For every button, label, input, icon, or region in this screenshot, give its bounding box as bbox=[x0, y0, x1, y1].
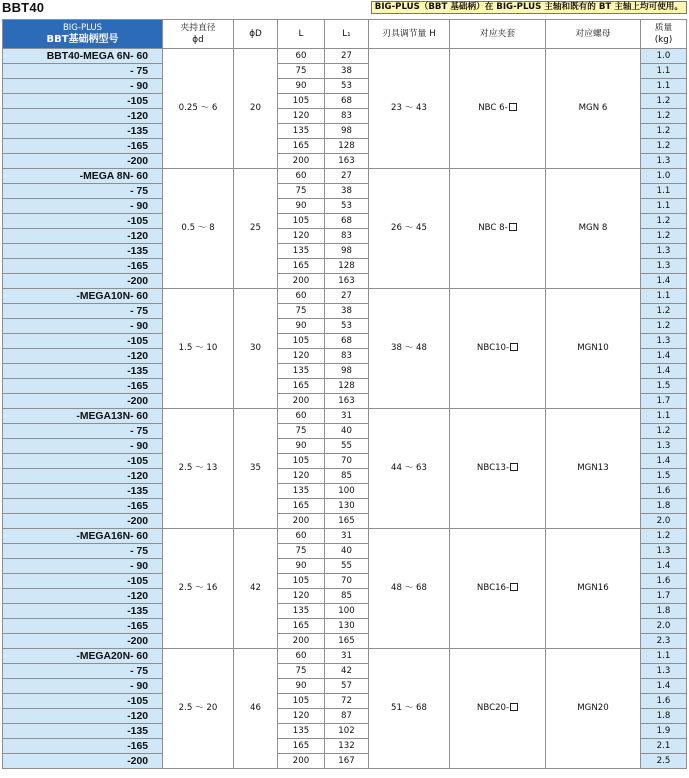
model-number-cell: - 75 bbox=[3, 304, 163, 319]
length-cell: 165 bbox=[278, 139, 325, 154]
length1-cell: 53 bbox=[325, 319, 369, 334]
length-cell: 75 bbox=[278, 664, 325, 679]
phiD-cell: 30 bbox=[234, 289, 278, 409]
length-cell: 60 bbox=[278, 529, 325, 544]
length-cell: 105 bbox=[278, 214, 325, 229]
mass-cell: 1.4 bbox=[641, 454, 687, 469]
mass-cell: 1.3 bbox=[641, 439, 687, 454]
model-number-cell: -120 bbox=[3, 469, 163, 484]
length-cell: 90 bbox=[278, 199, 325, 214]
length-cell: 120 bbox=[278, 469, 325, 484]
length-cell: 120 bbox=[278, 229, 325, 244]
model-number-cell: - 90 bbox=[3, 79, 163, 94]
phiD-cell: 42 bbox=[234, 529, 278, 649]
length1-cell: 72 bbox=[325, 694, 369, 709]
table-row bbox=[3, 529, 687, 544]
model-number-cell: -120 bbox=[3, 229, 163, 244]
mass-header-line2: (kg) bbox=[654, 35, 673, 45]
length-cell: 105 bbox=[278, 454, 325, 469]
size-placeholder-box bbox=[510, 343, 518, 351]
model-number-cell: - 75 bbox=[3, 664, 163, 679]
length1-cell: 85 bbox=[325, 469, 369, 484]
mass-cell: 1.3 bbox=[641, 334, 687, 349]
mass-cell: 1.1 bbox=[641, 79, 687, 94]
size-placeholder-box bbox=[509, 103, 517, 111]
model-number-cell: -135 bbox=[3, 244, 163, 259]
model-number-cell: -MEGA20N- 60 bbox=[3, 649, 163, 664]
mass-cell: 1.4 bbox=[641, 559, 687, 574]
length-cell: 60 bbox=[278, 289, 325, 304]
collet-cell bbox=[450, 289, 546, 409]
length1-cell: 40 bbox=[325, 424, 369, 439]
length1-cell: 163 bbox=[325, 274, 369, 289]
table-row bbox=[3, 289, 687, 304]
length-cell: 165 bbox=[278, 739, 325, 754]
model-number-cell: -105 bbox=[3, 454, 163, 469]
nut-cell: MGN16 bbox=[546, 529, 641, 649]
length1-cell: 42 bbox=[325, 664, 369, 679]
mass-cell: 1.0 bbox=[641, 49, 687, 64]
mass-cell: 1.4 bbox=[641, 679, 687, 694]
mass-cell: 1.2 bbox=[641, 109, 687, 124]
clamp-diameter-cell: 1.5 ～ 10 bbox=[163, 289, 234, 409]
mass-cell: 1.4 bbox=[641, 274, 687, 289]
model-number-cell: -MEGA10N- 60 bbox=[3, 289, 163, 304]
nut-cell: MGN10 bbox=[546, 289, 641, 409]
model-number-cell: - 75 bbox=[3, 424, 163, 439]
length1-cell: 98 bbox=[325, 124, 369, 139]
length-cell: 105 bbox=[278, 574, 325, 589]
collet-label: NBC 6- bbox=[478, 103, 508, 113]
model-number-cell: -105 bbox=[3, 574, 163, 589]
mass-cell: 1.7 bbox=[641, 589, 687, 604]
compatibility-note: BIG-PLUS（BBT 基础柄）在 BIG-PLUS 主轴和既有的 BT 主轴上均可使用。 bbox=[371, 1, 687, 14]
length-cell: 120 bbox=[278, 709, 325, 724]
size-placeholder-box bbox=[510, 463, 518, 471]
length1-cell: 38 bbox=[325, 64, 369, 79]
collet-label: NBC10- bbox=[476, 343, 510, 353]
clamp-diameter-cell: 0.25 ～ 6 bbox=[163, 49, 234, 169]
nut-cell: MGN20 bbox=[546, 649, 641, 769]
model-number-cell: -105 bbox=[3, 214, 163, 229]
length1-cell: 40 bbox=[325, 544, 369, 559]
length1-cell: 163 bbox=[325, 154, 369, 169]
model-number-cell: -120 bbox=[3, 709, 163, 724]
mass-cell: 1.2 bbox=[641, 139, 687, 154]
model-header-line2: BBT基础柄型号 bbox=[46, 34, 119, 45]
size-placeholder-box bbox=[509, 223, 517, 231]
model-number-cell: -200 bbox=[3, 634, 163, 649]
spec-table-body bbox=[3, 49, 687, 769]
model-number-cell: -MEGA13N- 60 bbox=[3, 409, 163, 424]
page-title: BBT40 bbox=[2, 0, 45, 15]
length1-cell: 167 bbox=[325, 754, 369, 769]
model-number-cell: - 90 bbox=[3, 559, 163, 574]
length-cell: 165 bbox=[278, 499, 325, 514]
length-cell: 90 bbox=[278, 439, 325, 454]
length1-cell: 128 bbox=[325, 139, 369, 154]
size-placeholder-box bbox=[510, 703, 518, 711]
length-cell: 105 bbox=[278, 94, 325, 109]
length1-cell: 70 bbox=[325, 574, 369, 589]
collet-cell bbox=[450, 49, 546, 169]
length-cell: 135 bbox=[278, 724, 325, 739]
length-cell: 60 bbox=[278, 169, 325, 184]
model-number-cell: -105 bbox=[3, 334, 163, 349]
clamp-diameter-cell: 2.5 ～ 20 bbox=[163, 649, 234, 769]
collet-header: 对应夹套 bbox=[450, 20, 546, 49]
collet-label: NBC20- bbox=[476, 703, 510, 713]
model-number-cell: -200 bbox=[3, 754, 163, 769]
header-row bbox=[3, 20, 687, 49]
length1-cell: 130 bbox=[325, 499, 369, 514]
length-cell: 75 bbox=[278, 544, 325, 559]
adjust-range-cell: 51 ～ 68 bbox=[369, 649, 450, 769]
mass-cell: 1.2 bbox=[641, 304, 687, 319]
mass-cell: 2.0 bbox=[641, 514, 687, 529]
model-number-cell: - 90 bbox=[3, 199, 163, 214]
length-cell: 200 bbox=[278, 754, 325, 769]
mass-cell: 2.1 bbox=[641, 739, 687, 754]
length1-cell: 102 bbox=[325, 724, 369, 739]
table-row bbox=[3, 409, 687, 424]
clamp-header-line2: ϕd bbox=[192, 35, 204, 45]
length1-cell: 68 bbox=[325, 94, 369, 109]
model-number-cell: -200 bbox=[3, 274, 163, 289]
length-cell: 135 bbox=[278, 484, 325, 499]
length1-cell: 31 bbox=[325, 649, 369, 664]
length1-cell: 38 bbox=[325, 184, 369, 199]
mass-cell: 1.1 bbox=[641, 184, 687, 199]
mass-cell: 1.2 bbox=[641, 424, 687, 439]
length1-cell: 27 bbox=[325, 49, 369, 64]
model-number-cell: -200 bbox=[3, 514, 163, 529]
model-number-cell: -200 bbox=[3, 154, 163, 169]
length-cell: 60 bbox=[278, 409, 325, 424]
clamp-diameter-cell: 2.5 ～ 16 bbox=[163, 529, 234, 649]
model-number-cell: -105 bbox=[3, 694, 163, 709]
length1-cell: 70 bbox=[325, 454, 369, 469]
length-cell: 200 bbox=[278, 274, 325, 289]
length-header: L bbox=[278, 20, 325, 49]
mass-cell: 1.7 bbox=[641, 394, 687, 409]
mass-cell: 1.3 bbox=[641, 244, 687, 259]
nut-cell: MGN 6 bbox=[546, 49, 641, 169]
table-row bbox=[3, 649, 687, 664]
model-number-cell: BBT40-MEGA 6N- 60 bbox=[3, 49, 163, 64]
model-number-cell: -165 bbox=[3, 259, 163, 274]
length1-cell: 132 bbox=[325, 739, 369, 754]
length-cell: 200 bbox=[278, 514, 325, 529]
model-number-cell: -165 bbox=[3, 739, 163, 754]
mass-cell: 1.0 bbox=[641, 169, 687, 184]
mass-cell: 2.3 bbox=[641, 634, 687, 649]
model-number-cell: - 90 bbox=[3, 319, 163, 334]
length-cell: 60 bbox=[278, 649, 325, 664]
length1-cell: 163 bbox=[325, 394, 369, 409]
length-cell: 90 bbox=[278, 679, 325, 694]
length-cell: 75 bbox=[278, 64, 325, 79]
mass-cell: 1.9 bbox=[641, 724, 687, 739]
length-cell: 90 bbox=[278, 79, 325, 94]
model-number-cell: -135 bbox=[3, 604, 163, 619]
length1-cell: 100 bbox=[325, 484, 369, 499]
length1-cell: 98 bbox=[325, 244, 369, 259]
length1-cell: 68 bbox=[325, 334, 369, 349]
model-number-cell: -105 bbox=[3, 94, 163, 109]
phiD-cell: 46 bbox=[234, 649, 278, 769]
model-number-cell: - 90 bbox=[3, 439, 163, 454]
length-cell: 200 bbox=[278, 154, 325, 169]
table-row bbox=[3, 49, 687, 64]
model-number-cell: -135 bbox=[3, 124, 163, 139]
mass-cell: 2.0 bbox=[641, 619, 687, 634]
mass-cell: 1.5 bbox=[641, 379, 687, 394]
phiD-cell: 25 bbox=[234, 169, 278, 289]
length1-cell: 68 bbox=[325, 214, 369, 229]
clamp-diameter-header bbox=[163, 20, 234, 49]
length1-cell: 100 bbox=[325, 604, 369, 619]
model-number-cell: -120 bbox=[3, 109, 163, 124]
mass-cell: 1.1 bbox=[641, 409, 687, 424]
clamp-diameter-cell: 2.5 ～ 13 bbox=[163, 409, 234, 529]
length1-cell: 55 bbox=[325, 559, 369, 574]
length1-cell: 165 bbox=[325, 634, 369, 649]
length1-cell: 53 bbox=[325, 79, 369, 94]
mass-cell: 1.1 bbox=[641, 289, 687, 304]
mass-header-line1: 质量 bbox=[654, 23, 673, 33]
length1-cell: 83 bbox=[325, 109, 369, 124]
collet-label: NBC16- bbox=[476, 583, 510, 593]
length-cell: 135 bbox=[278, 364, 325, 379]
collet-label: NBC13- bbox=[476, 463, 510, 473]
length-cell: 105 bbox=[278, 334, 325, 349]
mass-cell: 1.8 bbox=[641, 604, 687, 619]
mass-cell: 1.8 bbox=[641, 709, 687, 724]
length1-cell: 130 bbox=[325, 619, 369, 634]
length-cell: 105 bbox=[278, 694, 325, 709]
nut-cell: MGN13 bbox=[546, 409, 641, 529]
model-number-cell: -MEGA16N- 60 bbox=[3, 529, 163, 544]
model-number-cell: - 75 bbox=[3, 64, 163, 79]
mass-header bbox=[641, 20, 687, 49]
nut-header: 对应螺母 bbox=[546, 20, 641, 49]
length1-cell: 165 bbox=[325, 514, 369, 529]
mass-cell: 1.1 bbox=[641, 199, 687, 214]
length1-cell: 31 bbox=[325, 409, 369, 424]
length1-cell: 57 bbox=[325, 679, 369, 694]
length-cell: 165 bbox=[278, 379, 325, 394]
mass-cell: 1.2 bbox=[641, 319, 687, 334]
collet-label: NBC 8- bbox=[478, 223, 508, 233]
model-number-cell: -165 bbox=[3, 139, 163, 154]
clamp-header-line1: 夹持直径 bbox=[180, 23, 216, 33]
length1-cell: 31 bbox=[325, 529, 369, 544]
phiD-header: ϕD bbox=[234, 20, 278, 49]
spec-table bbox=[2, 19, 687, 769]
adjust-range-cell: 38 ～ 48 bbox=[369, 289, 450, 409]
length-cell: 75 bbox=[278, 304, 325, 319]
mass-cell: 1.2 bbox=[641, 229, 687, 244]
model-number-cell: -135 bbox=[3, 484, 163, 499]
length1-cell: 83 bbox=[325, 349, 369, 364]
adjust-range-cell: 23 ～ 43 bbox=[369, 49, 450, 169]
model-number-cell: - 75 bbox=[3, 184, 163, 199]
length-cell: 60 bbox=[278, 49, 325, 64]
length1-cell: 85 bbox=[325, 589, 369, 604]
length-cell: 75 bbox=[278, 184, 325, 199]
length1-cell: 98 bbox=[325, 364, 369, 379]
length1-cell: 83 bbox=[325, 229, 369, 244]
model-number-cell: -MEGA 8N- 60 bbox=[3, 169, 163, 184]
adjust-range-cell: 26 ～ 45 bbox=[369, 169, 450, 289]
size-placeholder-box bbox=[510, 583, 518, 591]
length1-cell: 128 bbox=[325, 259, 369, 274]
mass-cell: 2.5 bbox=[641, 754, 687, 769]
clamp-diameter-cell: 0.5 ～ 8 bbox=[163, 169, 234, 289]
model-number-cell: -165 bbox=[3, 379, 163, 394]
mass-cell: 1.1 bbox=[641, 649, 687, 664]
mass-cell: 1.3 bbox=[641, 664, 687, 679]
mass-cell: 1.8 bbox=[641, 499, 687, 514]
model-number-cell: -135 bbox=[3, 364, 163, 379]
length1-header: L₁ bbox=[325, 20, 369, 49]
length-cell: 135 bbox=[278, 604, 325, 619]
length-cell: 165 bbox=[278, 619, 325, 634]
model-number-cell: -165 bbox=[3, 499, 163, 514]
length-cell: 120 bbox=[278, 349, 325, 364]
mass-cell: 1.4 bbox=[641, 349, 687, 364]
model-number-cell: -165 bbox=[3, 619, 163, 634]
model-number-cell: -200 bbox=[3, 394, 163, 409]
model-number-cell: -120 bbox=[3, 349, 163, 364]
length-cell: 90 bbox=[278, 559, 325, 574]
length1-cell: 38 bbox=[325, 304, 369, 319]
length1-cell: 87 bbox=[325, 709, 369, 724]
collet-cell bbox=[450, 649, 546, 769]
model-number-cell: -120 bbox=[3, 589, 163, 604]
length-cell: 120 bbox=[278, 109, 325, 124]
mass-cell: 1.2 bbox=[641, 529, 687, 544]
mass-cell: 1.6 bbox=[641, 484, 687, 499]
model-header bbox=[3, 20, 163, 49]
length-cell: 200 bbox=[278, 634, 325, 649]
phiD-cell: 35 bbox=[234, 409, 278, 529]
length1-cell: 27 bbox=[325, 289, 369, 304]
length1-cell: 128 bbox=[325, 379, 369, 394]
adjust-range-cell: 44 ～ 63 bbox=[369, 409, 450, 529]
mass-cell: 1.3 bbox=[641, 544, 687, 559]
length-cell: 135 bbox=[278, 124, 325, 139]
collet-cell bbox=[450, 169, 546, 289]
model-number-cell: - 90 bbox=[3, 679, 163, 694]
mass-cell: 1.2 bbox=[641, 124, 687, 139]
mass-cell: 1.6 bbox=[641, 694, 687, 709]
mass-cell: 1.3 bbox=[641, 154, 687, 169]
mass-cell: 1.3 bbox=[641, 259, 687, 274]
mass-cell: 1.4 bbox=[641, 364, 687, 379]
model-number-cell: - 75 bbox=[3, 544, 163, 559]
mass-cell: 1.6 bbox=[641, 574, 687, 589]
mass-cell: 1.1 bbox=[641, 64, 687, 79]
length-cell: 200 bbox=[278, 394, 325, 409]
length1-cell: 27 bbox=[325, 169, 369, 184]
length1-cell: 55 bbox=[325, 439, 369, 454]
adjust-header: 刃具调节量 H bbox=[369, 20, 450, 49]
collet-cell bbox=[450, 529, 546, 649]
model-header-line1: BIG-PLUS bbox=[62, 23, 103, 33]
length-cell: 120 bbox=[278, 589, 325, 604]
length1-cell: 53 bbox=[325, 199, 369, 214]
mass-cell: 1.2 bbox=[641, 214, 687, 229]
nut-cell: MGN 8 bbox=[546, 169, 641, 289]
length-cell: 135 bbox=[278, 244, 325, 259]
model-number-cell: -135 bbox=[3, 724, 163, 739]
table-row bbox=[3, 169, 687, 184]
length-cell: 75 bbox=[278, 424, 325, 439]
phiD-cell: 20 bbox=[234, 49, 278, 169]
length-cell: 165 bbox=[278, 259, 325, 274]
collet-cell bbox=[450, 409, 546, 529]
mass-cell: 1.5 bbox=[641, 469, 687, 484]
mass-cell: 1.2 bbox=[641, 94, 687, 109]
length-cell: 90 bbox=[278, 319, 325, 334]
adjust-range-cell: 48 ～ 68 bbox=[369, 529, 450, 649]
